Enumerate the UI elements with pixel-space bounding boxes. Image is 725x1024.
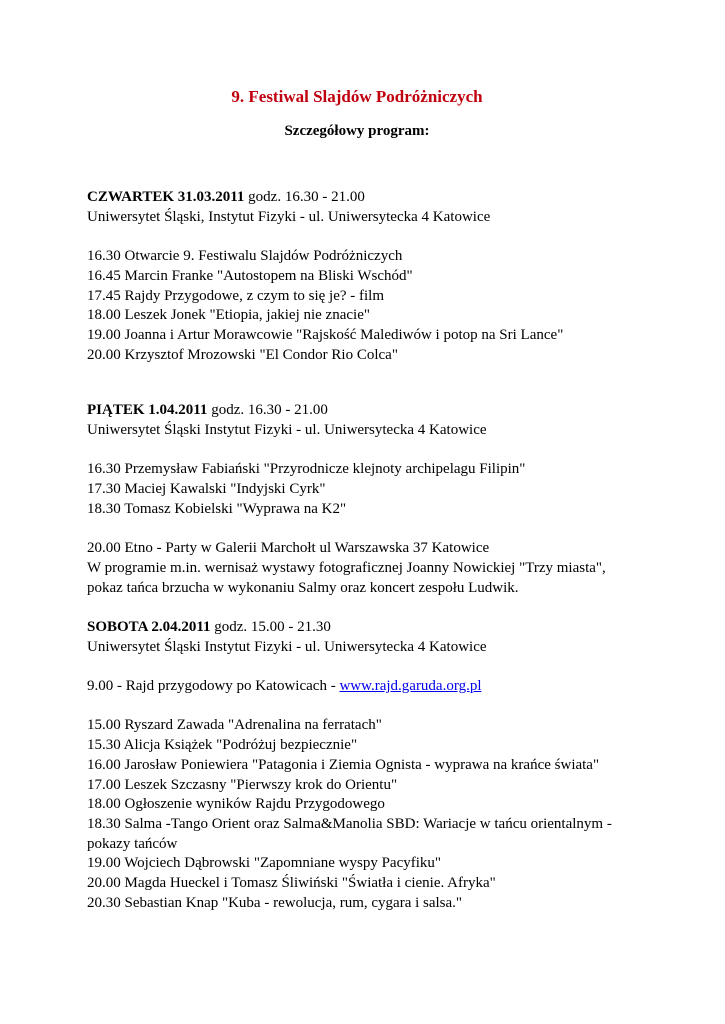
program-item: 20.00 Krzysztof Mrozowski "El Condor Rio Colca" <box>87 346 398 363</box>
day-section-friday <box>87 401 627 598</box>
day-hours: godz. 16.30 - 21.00 <box>207 402 328 419</box>
rally-line <box>87 677 627 697</box>
program-item: 19.00 Joanna i Artur Morawcowie "Rajskość Malediwów i potop na Sri Lance" <box>87 326 564 343</box>
day-hours: godz. 15.00 - 21.30 <box>210 619 331 635</box>
evening-event: 20.00 Etno - Party w Galerii Marchołt ul Warszawska 37 Katowice <box>87 540 490 557</box>
program-item: 17.30 Maciej Kawalski "Indyjski Cyrk" <box>87 481 326 498</box>
program-item: 18.30 Salma -Tango Orient oraz Salma&Manolia SBD: Wariacje w tańcu orientalnym - pokazy tańców <box>87 816 612 852</box>
document-subtitle: Szczegółowy program: <box>284 123 430 139</box>
program-item: 15.30 Alicja Książek "Podróżuj bezpiecznie" <box>87 737 358 754</box>
program-item: 16.30 Przemysław Fabiański "Przyrodnicze klejnoty archipelagu Filipin" <box>87 461 526 478</box>
program-item: 17.00 Leszek Szczasny "Pierwszy krok do Orientu" <box>87 776 398 793</box>
day-label: PIĄTEK 1.04.2011 <box>87 402 208 419</box>
day-section-saturday <box>87 618 627 914</box>
program-item: 18.30 Tomasz Kobielski "Wyprawa na K2" <box>87 500 347 517</box>
venue-line: Uniwersytet Śląski, Instytut Fizyki - ul. Uniwersytecka 4 Katowice <box>87 208 491 225</box>
day-hours: godz. 16.30 - 21.00 <box>244 189 365 205</box>
evening-event-description: W programie m.in. wernisaż wystawy fotograficznej Joanny Nowickiej "Trzy miasta", pokaz tańca brzucha w wykonaniu Salmy oraz koncert zespołu Ludwik. <box>87 559 606 596</box>
day-label: SOBOTA 2.04.2011 <box>87 619 211 635</box>
rally-text: 9.00 - Rajd przygodowy po Katowicach - <box>87 678 340 695</box>
program-item: 19.00 Wojciech Dąbrowski "Zapomniane wyspy Pacyfiku" <box>87 855 442 872</box>
document-title: 9. Festiwal Slajdów Podróżniczych <box>231 87 483 106</box>
program-item: 15.00 Ryszard Zawada "Adrenalina na ferratach" <box>87 717 382 734</box>
program-item: 17.45 Rajdy Przygodowe, z czym to się je? - film <box>87 287 385 304</box>
program-item: 18.00 Leszek Jonek "Etiopia, jakiej nie znacie" <box>87 307 370 324</box>
program-item: 20.30 Sebastian Knap "Kuba - rewolucja, rum, cygara i salsa." <box>87 894 463 911</box>
rally-website-link[interactable]: www.rajd.garuda.org.pl <box>339 678 482 695</box>
day-heading <box>87 188 627 208</box>
program-item: 20.00 Magda Hueckel i Tomasz Śliwiński "Światła i cienie. Afryka" <box>87 875 496 892</box>
day-heading <box>87 401 627 421</box>
day-heading <box>87 618 627 638</box>
program-item: 16.30 Otwarcie 9. Festiwalu Slajdów Podróżniczych <box>87 248 403 265</box>
program-item: 16.00 Jarosław Poniewiera "Patagonia i Ziemia Ognista - wyprawa na krańce świata" <box>87 756 600 773</box>
day-label: CZWARTEK 31.03.2011 <box>87 189 245 205</box>
day-section-thursday <box>87 188 627 365</box>
program-item: 18.00 Ogłoszenie wyników Rajdu Przygodowego <box>87 796 385 813</box>
program-item: 16.45 Marcin Franke "Autostopem na Bliski Wschód" <box>87 267 413 284</box>
venue-line: Uniwersytet Śląski Instytut Fizyki - ul. Uniwersytecka 4 Katowice <box>87 638 487 655</box>
venue-line: Uniwersytet Śląski Instytut Fizyki - ul. Uniwersytecka 4 Katowice <box>87 422 487 439</box>
program-content <box>87 188 627 914</box>
